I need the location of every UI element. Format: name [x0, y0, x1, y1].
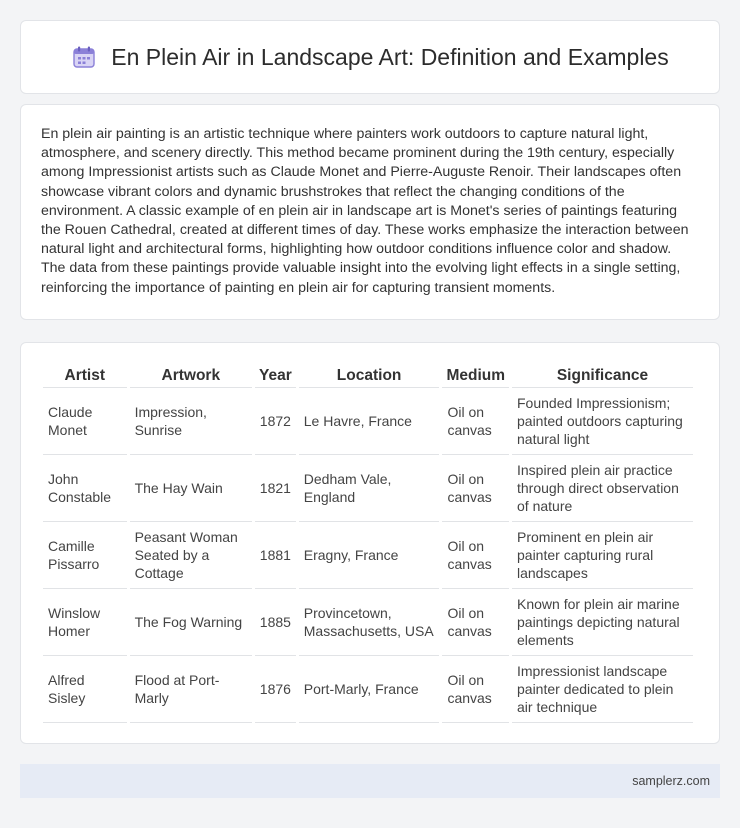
- cell-medium: Oil on canvas: [442, 656, 509, 723]
- calendar-icon: [71, 44, 97, 70]
- cell-year: 1872: [255, 388, 296, 455]
- column-header: Artwork: [130, 363, 252, 388]
- column-header: Location: [299, 363, 440, 388]
- cell-artwork: Peasant Woman Seated by a Cottage: [130, 522, 252, 589]
- cell-location: Le Havre, France: [299, 388, 440, 455]
- column-header: Year: [255, 363, 296, 388]
- cell-location: Dedham Vale, England: [299, 455, 440, 522]
- cell-significance: Founded Impressionism; painted outdoors capturing natural light: [512, 388, 693, 455]
- cell-medium: Oil on canvas: [442, 589, 509, 656]
- table-row: [43, 589, 693, 656]
- page-title: En Plein Air in Landscape Art: Definition and Examples: [111, 43, 669, 70]
- column-header: Significance: [512, 363, 693, 388]
- artists-table: [40, 363, 696, 723]
- header-card: [20, 20, 720, 94]
- cell-medium: Oil on canvas: [442, 455, 509, 522]
- footer-credit[interactable]: samplerz.com: [632, 774, 710, 788]
- cell-location: Provincetown, Massachusetts, USA: [299, 589, 440, 656]
- intro-card: [20, 104, 720, 320]
- table-row: [43, 455, 693, 522]
- cell-artwork: The Fog Warning: [130, 589, 252, 656]
- cell-year: 1821: [255, 455, 296, 522]
- cell-artist: Alfred Sisley: [43, 656, 127, 723]
- cell-medium: Oil on canvas: [442, 388, 509, 455]
- cell-medium: Oil on canvas: [442, 522, 509, 589]
- cell-significance: Known for plein air marine paintings depicting natural elements: [512, 589, 693, 656]
- column-header: Artist: [43, 363, 127, 388]
- cell-artwork: Impression, Sunrise: [130, 388, 252, 455]
- cell-artist: Winslow Homer: [43, 589, 127, 656]
- cell-year: 1876: [255, 656, 296, 723]
- table-header-row: [43, 363, 693, 388]
- column-header: Medium: [442, 363, 509, 388]
- cell-artist: Camille Pissarro: [43, 522, 127, 589]
- cell-significance: Inspired plein air practice through direct observation of nature: [512, 455, 693, 522]
- table-row: [43, 656, 693, 723]
- table-card: [20, 342, 720, 744]
- cell-significance: Prominent en plein air painter capturing rural landscapes: [512, 522, 693, 589]
- table-row: [43, 388, 693, 455]
- title-wrap: [71, 44, 668, 71]
- cell-year: 1885: [255, 589, 296, 656]
- intro-paragraph: En plein air painting is an artistic technique where painters work outdoors to capture natural light, atmosphere, and scenery directly. This method became prominent during the 19th century, especially among Impressionist artists such as Claude Monet and Pierre-Auguste Renoir. Their landscapes often showcase vibrant colors and dynamic brushstrokes that reflect the changing conditions of the environment. A classic example of en plein air in landscape art is Monet's series of paintings featuring the Rouen Cathedral, created at different times of day. These works emphasize the interaction between natural light and architectural forms, highlighting how outdoor conditions influence color and shadow. The data from these paintings provide valuable insight into the evolving light effects in a single setting, reinforcing the importance of painting en plein air for capturing transient moments.: [41, 126, 689, 296]
- cell-year: 1881: [255, 522, 296, 589]
- cell-location: Eragny, France: [299, 522, 440, 589]
- cell-artist: John Constable: [43, 455, 127, 522]
- cell-artist: Claude Monet: [43, 388, 127, 455]
- cell-artwork: Flood at Port-Marly: [130, 656, 252, 723]
- table-row: [43, 522, 693, 589]
- cell-artwork: The Hay Wain: [130, 455, 252, 522]
- cell-significance: Impressionist landscape painter dedicated to plein air technique: [512, 656, 693, 723]
- footer-bar: [20, 764, 720, 798]
- cell-location: Port-Marly, France: [299, 656, 440, 723]
